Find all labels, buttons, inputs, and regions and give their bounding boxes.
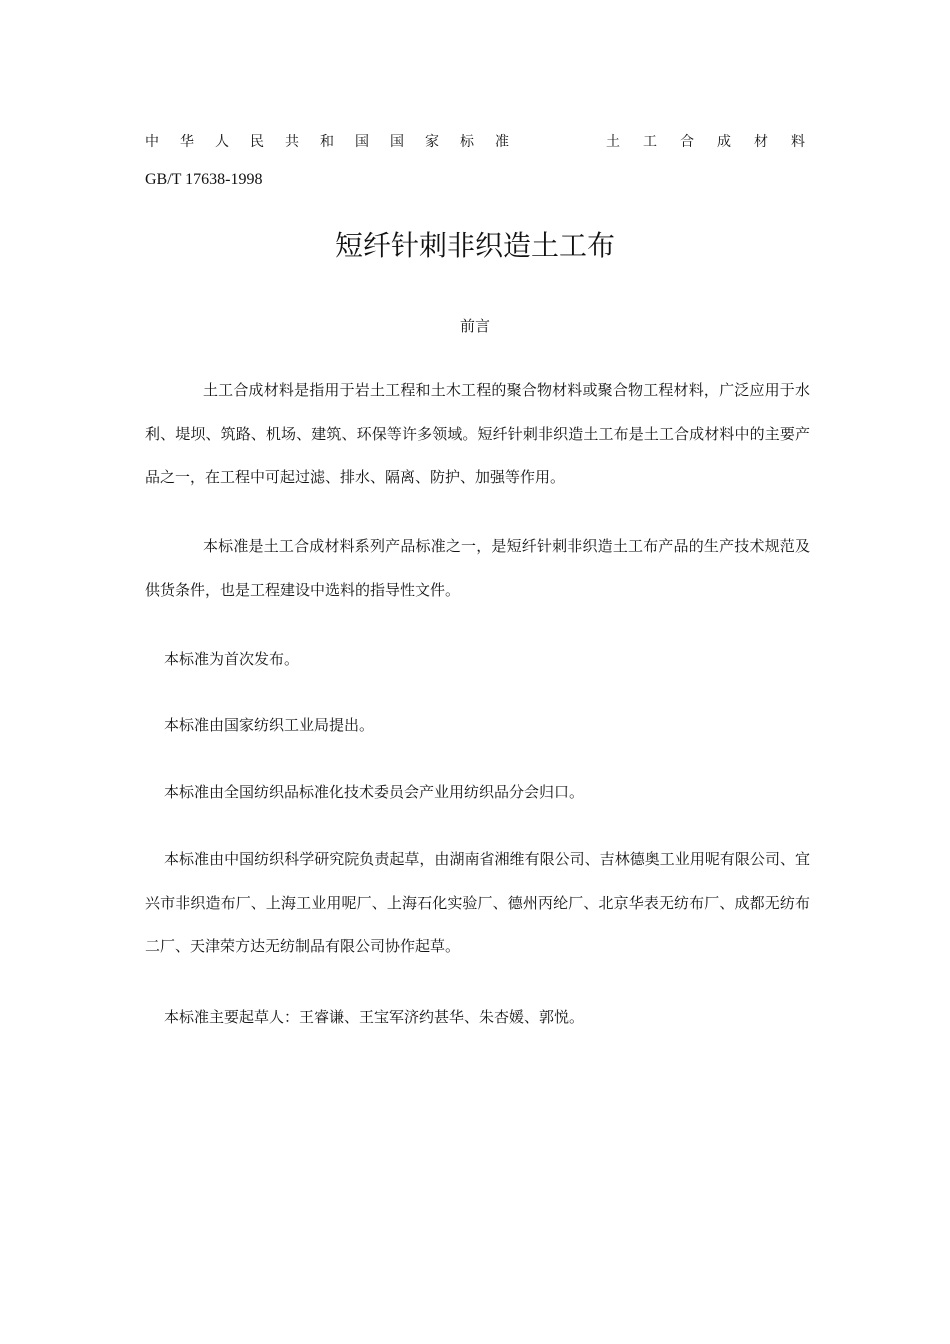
paragraph-drafting-org: 本标准由中国纺织科学研究院负责起草，由湖南省湘维有限公司、吉林德奥工业用呢有限公司、宜兴市非织造布厂、上海工业用呢厂、上海石化实验厂、德州丙纶厂、北京华表无纺布厂、成都无纺布二厂、天津荣方达无纺制品有限公司协作起草。 — [145, 850, 810, 955]
document-title: 短纤针刺非织造土工布 — [334, 229, 615, 262]
preface-heading: 前言 — [459, 317, 490, 335]
paragraph-drafters: 本标准主要起草人：王睿谦、王宝军济约甚华、朱杏媛、郭悦。 — [164, 1008, 585, 1026]
paragraph-proposed-by: 本标准由国家纺织工业局提出。 — [164, 716, 375, 734]
standard-code: GB/T 17638-1998 — [145, 171, 263, 188]
paragraph-intro: 土工合成材料是指用于岩土工程和土木工程的聚合物材料或聚合物工程材料，广泛应用于水利、堤坝、筑路、机场、建筑、环保等许多领域。短纤针刺非织造土工布是土工合成材料中的主要产品之一，在工程中可起过滤、排水、隔离、防护、加强等作用。 — [145, 381, 810, 486]
header-line — [145, 131, 828, 151]
paragraph-first-issue: 本标准为首次发布。 — [164, 650, 300, 668]
national-standard-label: 中华人民共和国国家标准 — [145, 134, 530, 150]
paragraph-scope: 本标准是土工合成材料系列产品标准之一，是短纤针刺非织造土工布产品的生产技术规范及供货条件，也是工程建设中选料的指导性文件。 — [145, 537, 810, 599]
category-label: 土工合成材料 — [606, 134, 828, 150]
paragraph-centralized: 本标准由全国纺织品标准化技术委员会产业用纺织品分会归口。 — [164, 783, 585, 801]
